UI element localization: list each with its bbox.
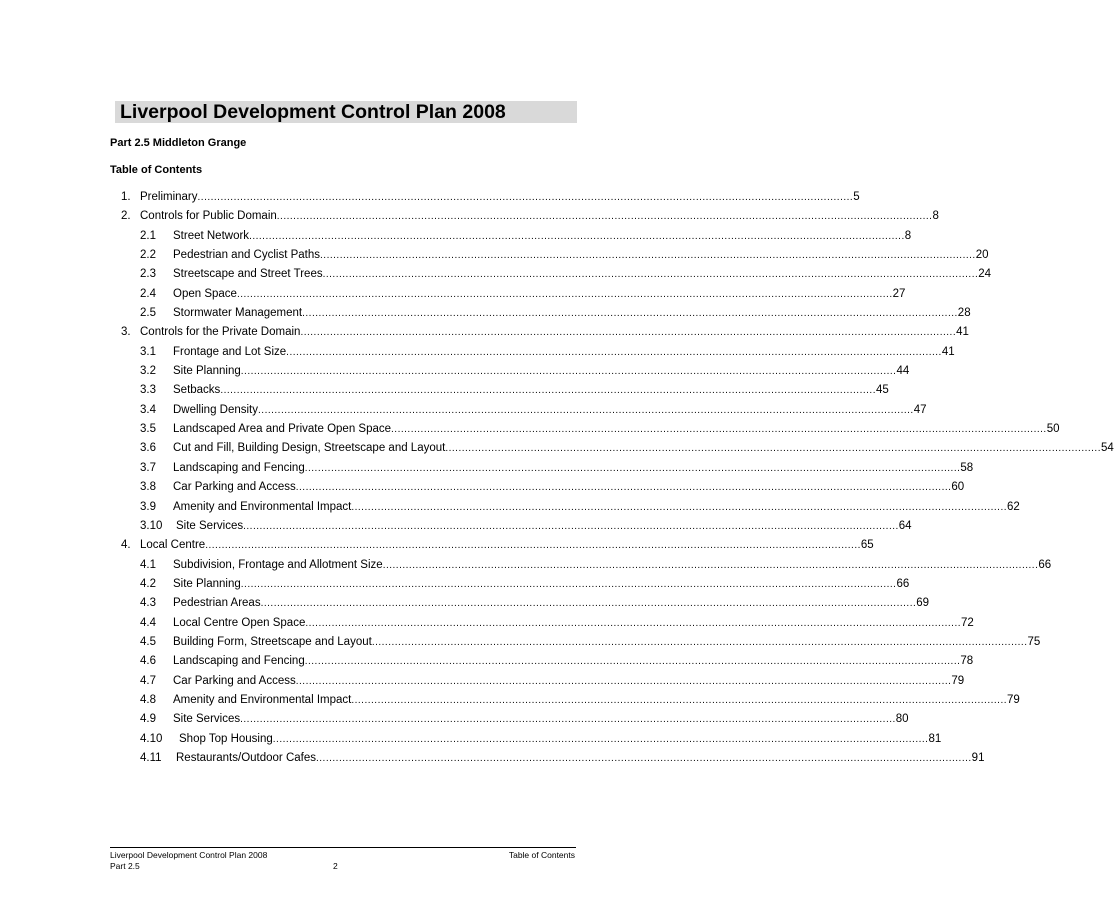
toc-entry-label: Landscaped Area and Private Open Space [173,423,392,436]
toc-entry-row [173,246,989,265]
toc-entry-page: 64 [898,519,912,532]
toc-entry-row [173,401,927,420]
toc-dot-leader: ........................................................................................................................................................................................................ [240,714,896,726]
toc-entry-number: 4.4 [140,616,156,629]
toc-entry-page: 69 [916,597,930,610]
toc-dot-leader: ........................................................................................................................................................................................................ [276,211,933,223]
toc-entry-number: 4.11 [140,751,162,764]
toc-dot-leader: ........................................................................................................................................................................................................ [295,675,952,687]
toc-entry-label: Restaurants/Outdoor Cafes [176,751,316,764]
toc-entry[interactable] [0,227,912,246]
toc-entry[interactable] [0,536,874,555]
toc-dot-leader: ........................................................................................................................................................................................................ [382,559,1039,571]
toc-entry-number: 4.3 [140,597,156,610]
toc-entry-label: Streetscape and Street Trees [173,268,323,281]
toc-entry-row [173,459,974,478]
toc-entry[interactable] [0,517,912,536]
toc-entry-row [173,265,992,284]
toc-entry-label: Pedestrian and Cyclist Paths [173,249,321,262]
toc-dot-leader: ........................................................................................................................................................................................................ [445,443,1101,455]
toc-entry[interactable] [0,575,910,594]
toc-entry-row [140,323,969,342]
toc-entry-label: Subdivision, Frontage and Allotment Size [173,558,383,571]
toc-entry-row [173,594,930,613]
toc-entry-label: Controls for the Private Domain [140,326,301,339]
toc-entry-page: 66 [1038,558,1052,571]
toc-entry-row [173,381,889,400]
toc-entry-row [173,710,909,729]
toc-dot-leader: ........................................................................................................................................................................................................ [258,404,914,416]
toc-entry-row [173,227,912,246]
toc-entry-page: 8 [932,210,939,223]
toc-entry-row [173,672,965,691]
toc-entry-number: 4.8 [140,693,156,706]
toc-entry-page: 58 [960,461,974,474]
toc-entry[interactable] [0,265,992,284]
toc-entry[interactable] [0,285,906,304]
toc-entry-page: 78 [960,655,974,668]
toc-entry-page: 54 [1101,442,1114,455]
toc-entry-label: Preliminary [140,191,198,203]
toc-entry-page: 47 [913,403,927,416]
toc-entry-page: 65 [860,539,874,552]
toc-entry-number: 2.2 [140,249,156,262]
toc-dot-leader: ........................................................................................................................................................................................................ [240,578,897,590]
toc-dot-leader: ........................................................................................................................................................................................................ [300,327,957,339]
toc-entry-number: 4.5 [140,635,156,648]
toc-entry-label: Car Parking and Access [173,481,296,494]
toc-entry[interactable] [0,633,1041,652]
toc-entry[interactable] [0,246,989,265]
toc-entry-page: 28 [957,307,971,320]
toc-dot-leader: ........................................................................................................................................................................................................ [205,540,861,552]
toc-entry[interactable] [0,556,1052,575]
toc-entry-label: Street Network [173,229,250,242]
toc-entry-label: Stormwater Management [173,307,303,320]
page-title: Liverpool Development Control Plan 2008 [115,101,577,123]
toc-entry-number: 3. [121,326,131,339]
toc-entry[interactable] [0,323,969,342]
toc-entry-page: 24 [978,268,992,281]
toc-entry-row [173,498,1020,517]
toc-entry[interactable] [0,304,971,323]
toc-dot-leader: ........................................................................................................................................................................................................ [240,366,897,378]
toc-entry[interactable] [0,459,974,478]
toc-entry-label: Amenity and Environmental Impact [173,500,352,513]
toc-entry[interactable] [0,730,942,749]
toc-entry-page: 79 [951,674,965,687]
toc-entry-label: Site Planning [173,365,241,378]
toc-entry-page: 44 [896,365,910,378]
toc-entry-number: 3.5 [140,423,156,436]
toc-entry-page: 79 [1007,693,1020,706]
toc-entry-label: Dwelling Density [173,403,259,416]
toc-entry-page: 45 [875,384,889,397]
toc-dot-leader: ........................................................................................................................................................................................................ [322,269,979,281]
toc-entry-number: 4.9 [140,713,156,726]
toc-entry-label: Landscaping and Fencing [173,461,305,474]
toc-entry[interactable] [0,188,860,207]
toc-entry-number: 3.10 [140,519,163,532]
toc-entry[interactable] [0,381,889,400]
toc-entry-row [173,285,906,304]
toc-dot-leader: ........................................................................................................................................................................................................ [249,230,905,242]
toc-entry[interactable] [0,362,910,381]
toc-heading: Table of Contents [110,164,203,176]
toc-entry[interactable] [0,401,927,420]
toc-entry-number: 3.7 [140,461,156,474]
toc-entry-row [173,304,971,323]
toc-entry-label: Frontage and Lot Size [173,345,287,358]
toc-dot-leader: ........................................................................................................................................................................................................ [316,752,972,764]
toc-entry-number: 4.6 [140,655,156,668]
toc-entry-label: Site Services [173,713,241,726]
toc-entry[interactable] [0,498,1020,517]
toc-entry[interactable] [0,749,985,768]
toc-dot-leader: ........................................................................................................................................................................................................ [286,346,942,358]
toc-entry-row [173,691,1020,710]
toc-entry[interactable] [0,652,974,671]
toc-entry-row [173,362,910,381]
toc-entry-number: 3.6 [140,442,156,455]
toc-entry-page: 8 [904,229,912,242]
toc-entry-label: Local Centre Open Space [173,616,306,629]
toc-entry-number: 4.7 [140,674,156,687]
toc-entry-number: 4.1 [140,558,156,571]
toc-entry[interactable] [0,614,974,633]
toc-entry-row [179,730,942,749]
toc-entry-number: 2.1 [140,229,156,242]
toc-entry-page: 41 [941,345,955,358]
toc-entry[interactable] [0,691,1020,710]
toc-entry-row [173,556,1052,575]
toc-entry[interactable] [0,710,909,729]
toc-entry-number: 3.4 [140,403,156,416]
toc-entry[interactable] [0,343,955,362]
toc-entry-number: 3.8 [140,481,156,494]
toc-entry-row [173,343,955,362]
toc-entry-page: 81 [928,732,942,745]
toc-dot-leader: ........................................................................................................................................................................................................ [391,424,1047,436]
toc-entry-label: Site Services [176,519,244,532]
toc-entry[interactable] [0,672,965,691]
toc-dot-leader: ........................................................................................................................................................................................................ [351,501,1008,513]
toc-entry-row [173,439,1114,458]
toc-dot-leader: ........................................................................................................................................................................................................ [272,733,929,745]
toc-entry-label: Local Centre [140,539,206,552]
toc-entry-page: 80 [895,713,909,726]
toc-entry-label: Setbacks [173,384,221,397]
toc-entry-number: 4.10 [140,732,163,745]
toc-entry-label: Open Space [173,287,237,300]
toc-entry-page: 20 [975,249,989,262]
toc-entry-page: 75 [1027,635,1041,648]
toc-entry-row [173,420,1060,439]
toc-dot-leader: ........................................................................................................................................................................................................ [260,598,917,610]
toc-entry[interactable] [0,439,1114,458]
toc-entry-number: 3.1 [140,345,156,358]
toc-entry[interactable] [0,594,930,613]
toc-entry[interactable] [0,478,965,497]
table-of-contents [0,188,1114,768]
toc-entry-page: 60 [951,481,965,494]
toc-entry-label: Site Planning [173,577,241,590]
toc-entry-page: 5 [853,191,860,203]
toc-entry-number: 2.5 [140,307,156,320]
toc-entry[interactable] [0,207,939,226]
toc-dot-leader: ........................................................................................................................................................................................................ [197,192,854,203]
footer-page-number: 2 [333,861,338,871]
toc-entry-row [173,478,965,497]
toc-entry[interactable] [0,420,1060,439]
toc-dot-leader: ........................................................................................................................................................................................................ [371,636,1028,648]
footer-section-title: Table of Contents [508,850,575,860]
toc-entry-row [176,517,912,536]
toc-entry-number: 3.3 [140,384,156,397]
footer-document-title: Liverpool Development Control Plan 2008 [110,850,268,860]
footer-part: Part 2.5 [110,861,140,871]
toc-entry-number: 1. [121,191,131,203]
toc-entry-label: Building Form, Streetscape and Layout [173,635,372,648]
toc-dot-leader: ........................................................................................................................................................................................................ [305,617,962,629]
toc-entry-number: 4.2 [140,577,156,590]
toc-dot-leader: ........................................................................................................................................................................................................ [243,520,899,532]
toc-dot-leader: ........................................................................................................................................................................................................ [320,250,976,262]
part-subtitle: Part 2.5 Middleton Grange [110,137,247,149]
toc-entry-label: Car Parking and Access [173,674,296,687]
footer-divider [110,847,576,848]
toc-entry-page: 66 [896,577,910,590]
toc-entry-number: 2.4 [140,287,156,300]
toc-entry-row [140,536,874,555]
toc-entry-label: Landscaping and Fencing [173,655,305,668]
toc-entry-row [140,188,860,207]
toc-dot-leader: ........................................................................................................................................................................................................ [351,694,1008,706]
toc-entry-label: Controls for Public Domain [140,210,277,223]
toc-entry-page: 50 [1046,423,1060,436]
toc-entry-number: 3.9 [140,500,156,513]
toc-dot-leader: ........................................................................................................................................................................................................ [236,288,893,300]
toc-dot-leader: ........................................................................................................................................................................................................ [304,656,961,668]
toc-dot-leader: ........................................................................................................................................................................................................ [295,482,952,494]
toc-entry-label: Amenity and Environmental Impact [173,693,352,706]
toc-entry-page: 91 [971,751,985,764]
toc-entry-row [173,633,1041,652]
toc-entry-label: Shop Top Housing [179,732,273,745]
toc-entry-page: 41 [956,326,969,339]
toc-entry-number: 2.3 [140,268,156,281]
toc-dot-leader: ........................................................................................................................................................................................................ [304,462,961,474]
toc-entry-row [173,652,974,671]
toc-dot-leader: ........................................................................................................................................................................................................ [220,385,876,397]
toc-entry-number: 4. [121,539,131,552]
toc-entry-label: Cut and Fill, Building Design, Streetscape and Layout [173,442,446,455]
toc-entry-page: 27 [892,287,906,300]
toc-entry-row [176,749,985,768]
toc-entry-row [173,575,910,594]
toc-entry-page: 62 [1007,500,1020,513]
toc-entry-row [140,207,939,226]
toc-entry-label: Pedestrian Areas [173,597,261,610]
toc-entry-row [173,614,974,633]
toc-dot-leader: ........................................................................................................................................................................................................ [302,308,958,320]
toc-entry-page: 72 [961,616,974,629]
toc-entry-number: 3.2 [140,365,156,378]
toc-entry-number: 2. [121,210,131,223]
